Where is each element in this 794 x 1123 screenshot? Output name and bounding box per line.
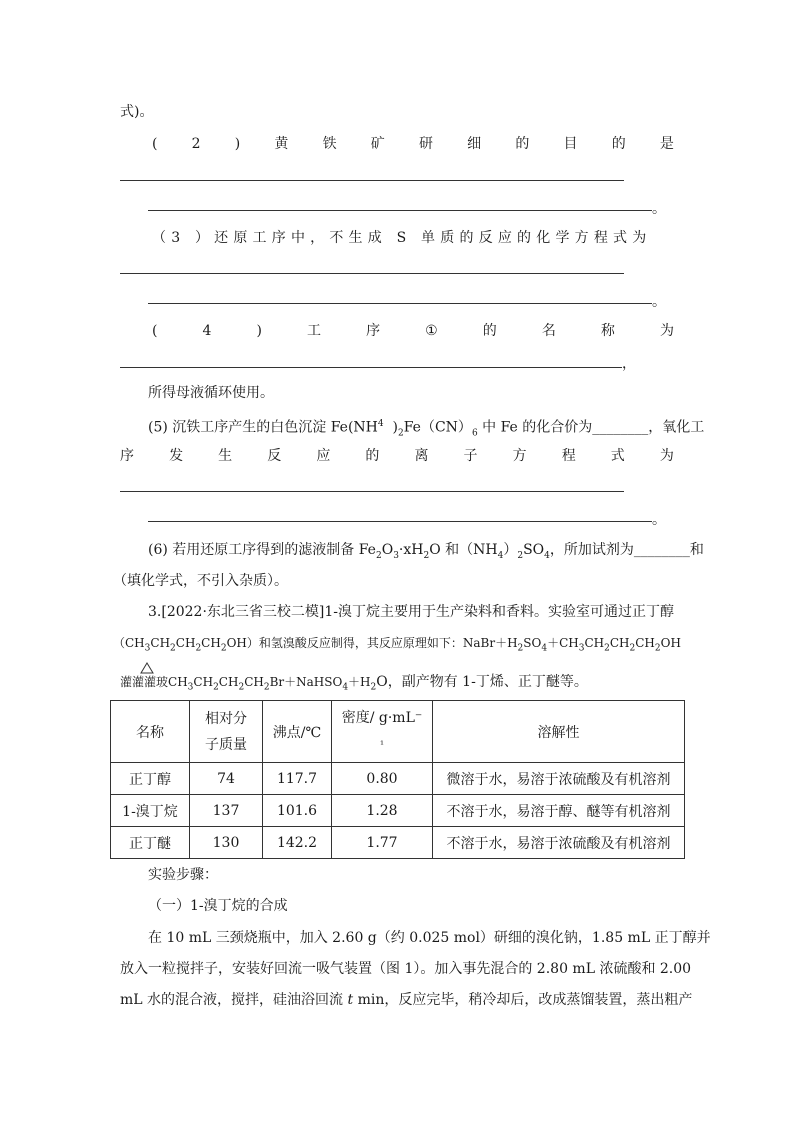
q6-sub: 3	[393, 550, 399, 561]
formula-text: CH	[201, 636, 221, 650]
q6-text: ）	[503, 542, 518, 558]
question-3-prompt	[152, 228, 674, 248]
q6-text: O	[381, 542, 394, 558]
formula-sub: 2	[654, 643, 661, 654]
cell-solubility: 不溶于水，易溶于醇、醚等有机溶剂	[433, 795, 685, 827]
cell-mass: 130	[190, 827, 263, 859]
q2-token: 研	[418, 136, 433, 152]
formula-text: CH	[168, 675, 188, 689]
period-mark: 。	[652, 294, 666, 310]
q2-token: 2	[191, 136, 201, 152]
cell-bp: 142.2	[263, 827, 332, 859]
q6-sub: 2	[423, 550, 430, 561]
question-2-prompt	[152, 134, 674, 154]
formula-sub: 2	[370, 682, 377, 693]
steps-text: mL 水的混合液，搅拌，硅油浴回流	[120, 992, 348, 1008]
formula-text: O，副产物有 1-丁烯、正丁醚等。	[376, 674, 588, 690]
cell-density: 1.77	[332, 827, 433, 859]
header-solubility: 溶解性	[433, 701, 685, 763]
formula-text: CH	[193, 675, 214, 689]
q5-sub: 2	[398, 428, 404, 439]
cell-mass: 74	[190, 763, 263, 795]
formula-sub: 3	[144, 643, 151, 654]
period-mark: 。	[652, 512, 666, 528]
formula-sub: 2	[629, 643, 636, 654]
cell-solubility: 不溶于水，易溶于浓硫酸及有机溶剂	[433, 827, 685, 859]
q5-token: 子	[463, 448, 478, 464]
header-mass-line: 相对分	[205, 710, 247, 727]
formula-text: CH	[584, 636, 605, 650]
formula-sub: 2	[604, 643, 610, 654]
cell-bp: 101.6	[263, 795, 332, 827]
q5-token: 应	[316, 448, 331, 464]
period-mark: 。	[652, 201, 666, 217]
answer-blank[interactable]	[120, 367, 622, 368]
cell-mass: 137	[190, 795, 263, 827]
formula-text: CH	[175, 636, 196, 650]
answer-blank[interactable]	[148, 303, 652, 304]
q2-token: 铁	[322, 136, 337, 152]
q2-token: 细	[467, 136, 482, 152]
formula-text: OH	[660, 636, 681, 650]
formula-sub: 2	[195, 643, 202, 654]
question-6-line2: （填化学式，不引入杂质）。	[113, 573, 288, 589]
steps-paragraph-line: 在 10 mL 三颈烧瓶中，加入 2.60 g（约 0.025 mol）研细的溴化钠，1.85 mL 正丁醇并	[148, 930, 711, 946]
question-6-line1	[148, 540, 704, 566]
q6-text: SO	[523, 542, 545, 558]
q6-sub: 4	[497, 550, 504, 561]
header-density-line: 密度/ g·mL⁻	[341, 709, 423, 726]
comma-mark: ，	[622, 356, 636, 372]
cell-name: 1-溴丁烷	[111, 795, 190, 827]
formula-text: Br＋NaHSO	[269, 675, 343, 689]
q5-token: 方	[512, 448, 527, 464]
steps-paragraph-line	[120, 990, 692, 1010]
q5-text: )	[392, 419, 398, 436]
cell-density: 1.28	[332, 795, 433, 827]
q6-sub: 2	[517, 550, 524, 561]
q5-token: 序	[120, 448, 134, 464]
answer-blank[interactable]	[120, 491, 624, 492]
question-5-line1	[148, 414, 704, 443]
q6-text: O 和（NH	[429, 542, 498, 558]
cell-bp: 117.7	[263, 763, 332, 795]
table-row	[111, 827, 685, 859]
q5-token: 生	[218, 448, 233, 464]
q5-sup: 4	[377, 419, 384, 429]
formula-text: CH	[218, 675, 239, 689]
q5-token: 式	[610, 448, 625, 464]
q6-text: ，所加试剂为________和	[549, 542, 704, 558]
q5-sub: 6	[471, 428, 478, 439]
cell-name: 正丁醇	[111, 763, 190, 795]
question-5-line2	[120, 446, 674, 466]
header-bp: 沸点/℃	[263, 701, 332, 763]
q2-token: 目	[563, 136, 578, 152]
cell-solubility: 微溶于水，易溶于浓硫酸及有机溶剂	[433, 763, 685, 795]
q2-token: 矿	[370, 136, 385, 152]
answer-blank[interactable]	[148, 521, 652, 522]
answer-blank[interactable]	[148, 210, 652, 211]
q4-token: 称	[600, 323, 615, 339]
q4-token: 序	[366, 323, 381, 339]
q3-header-line3	[120, 672, 588, 697]
formula-sub: 2	[517, 643, 524, 654]
q2-token: 的	[515, 136, 530, 152]
table-row	[111, 763, 685, 795]
formula-sub: 3	[578, 643, 585, 654]
formula-text: CH	[635, 636, 655, 650]
q4-token: (	[152, 323, 158, 339]
header-mass	[190, 701, 263, 763]
formula-text: SO	[523, 636, 542, 650]
q5-token: 离	[414, 448, 429, 464]
formula-sub: 2	[238, 682, 245, 693]
q5-text: (5) 沉铁工序产生的白色沉淀 Fe(NH	[148, 419, 378, 436]
cell-name: 正丁醚	[111, 827, 190, 859]
formula-text: （CH	[113, 636, 145, 650]
steps-title: 实验步骤：	[148, 867, 218, 883]
cell-density: 0.80	[332, 763, 433, 795]
formula-sub: 4	[541, 643, 548, 654]
steps-subtitle: （一）1-溴丁烷的合成	[148, 898, 288, 914]
question-continuation: 式)。	[120, 104, 154, 120]
q2-token: (	[152, 136, 158, 152]
header-mass-line: 子质量	[205, 736, 247, 753]
q5-text: Fe（CN）	[403, 419, 472, 436]
q4-token: ①	[425, 323, 438, 339]
formula-sub: 2	[220, 643, 227, 654]
header-name: 名称	[111, 701, 190, 763]
q3-header-line2	[113, 633, 681, 658]
formula-text: CH	[609, 636, 630, 650]
answer-blank[interactable]	[120, 180, 624, 181]
q2-token: 是	[659, 136, 674, 152]
q5-token: 程	[561, 448, 576, 464]
q5-token: 发	[169, 448, 184, 464]
steps-paragraph-line: 放入一粒搅拌子，安装好回流一吸气装置（图 1）。加入事先混合的 2.80 mL 浓硫酸和 2.00	[120, 961, 692, 977]
q4-token: )	[256, 323, 262, 339]
reaction-arrow-text: 灌灌灌玻	[120, 675, 169, 689]
q6-sub: 4	[544, 550, 550, 561]
properties-table	[110, 700, 685, 859]
q5-token: 反	[267, 448, 282, 464]
q6-sub: 2	[375, 550, 382, 561]
q5-token: 的	[365, 448, 380, 464]
q6-text: (6) 若用还原工序得到的滤液制备 Fe	[148, 542, 376, 558]
answer-blank[interactable]	[120, 273, 624, 274]
q2-token: )	[234, 136, 241, 152]
q4-note: 所得母液循环使用。	[148, 385, 274, 401]
q4-token: 工	[307, 323, 322, 339]
formula-sub: 2	[213, 682, 219, 693]
formula-text: CH	[244, 675, 264, 689]
formula-sub: 2	[263, 682, 270, 693]
q5-text: 中 Fe 的化合价为________，氧化工	[477, 419, 705, 436]
formula-sub: 3	[187, 682, 194, 693]
formula-text: CH	[150, 636, 171, 650]
q6-text: ·xH	[398, 542, 424, 558]
formula-sub: 4	[342, 682, 349, 693]
table-row	[111, 795, 685, 827]
q3-header-line1: 3.[2022·东北三省三校二模]1-溴丁烷主要用于生产染料和香料。实验室可通过正丁醇	[148, 604, 674, 620]
formula-text: OH）和氢溴酸反应制得，其反应原理如下：NaBr＋H	[226, 636, 518, 650]
q3-text: （3 ）还原工序中，不生成 S 单质的反应的化学方程式为	[152, 230, 652, 246]
q4-token: 4	[202, 323, 212, 339]
q4-token: 为	[659, 323, 674, 339]
formula-sub: 2	[170, 643, 176, 654]
q5-token: 为	[659, 448, 674, 464]
header-density	[332, 701, 433, 763]
q4-token: 的	[482, 323, 497, 339]
q2-token: 黄	[274, 136, 289, 152]
table-header-row	[111, 701, 685, 763]
q4-token: 名	[541, 323, 556, 339]
formula-text: ＋H	[348, 675, 371, 689]
formula-text: ＋CH	[547, 636, 579, 650]
header-density-line: ¹	[379, 739, 384, 751]
steps-text: min，反应完毕，稍冷却后，改成蒸馏装置，蒸出粗产	[353, 992, 693, 1008]
question-4-prompt	[152, 321, 674, 341]
q2-token: 的	[611, 136, 626, 152]
time-variable: t	[347, 992, 354, 1008]
